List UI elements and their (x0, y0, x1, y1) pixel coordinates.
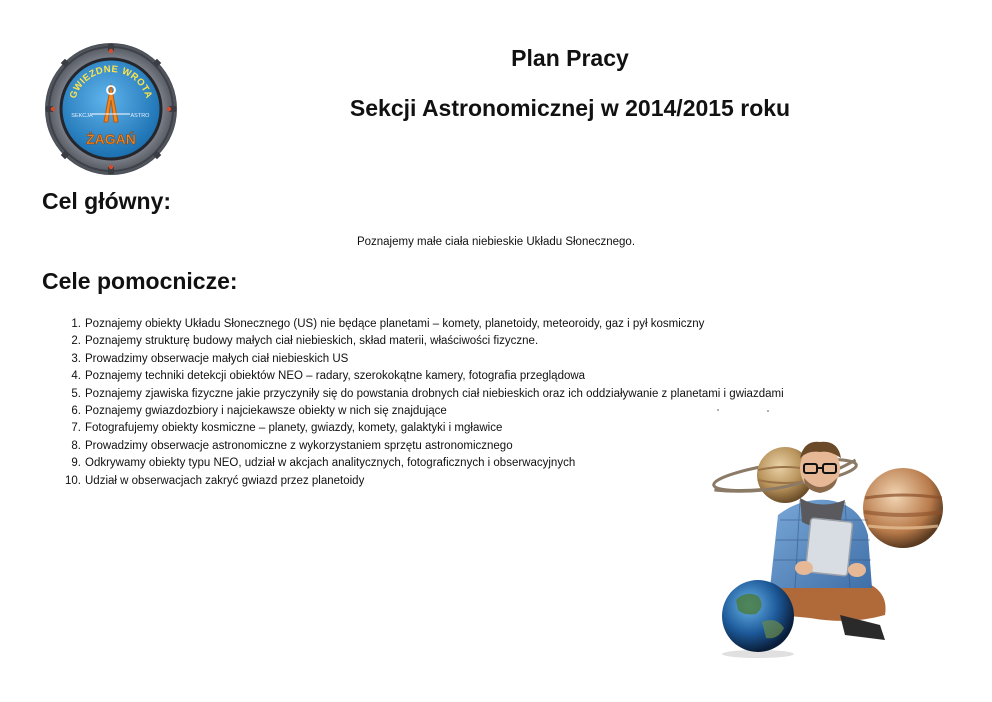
aux-goals-list (60, 316, 784, 490)
list-item-number: 8. (71, 439, 81, 452)
page-subtitle: Sekcji Astronomicznej w 2014/2015 roku (349, 95, 791, 121)
main-goal-heading: Cel główny: (42, 188, 172, 214)
list-item-number: 3. (71, 352, 81, 365)
club-logo (44, 42, 178, 176)
logo-top-text: GWIEZDNE WROTA (67, 63, 155, 101)
list-item-text: Poznajemy zjawiska fizyczne jakie przyczyniły się do powstania drobnych ciał niebieskich oraz ich oddziaływanie z planetami i gwiazdami (85, 387, 784, 400)
list-item (60, 438, 784, 455)
earth-planet (722, 580, 794, 658)
list-item (60, 316, 784, 333)
list-item-text: Poznajemy gwiazdozbiory i najciekawsze obiekty w nich się znajdujące (85, 405, 447, 418)
logo-right-text: ASTRO (130, 113, 150, 119)
list-item-text: Fotografujemy obiekty kosmiczne – planety, gwiazdy, komety, galaktyki i mgławice (85, 422, 503, 435)
list-item-number: 1. (71, 318, 81, 330)
list-item (60, 386, 784, 403)
list-item-text: Poznajemy obiekty Układu Słonecznego (US) nie będące planetami – komety, planetoidy, meteoroidy, gaz i pył kosmiczny (85, 318, 705, 330)
list-item (60, 368, 784, 385)
list-item-text: Poznajemy techniki detekcji obiektów NEO – radary, szerokokątne kamery, fotografia przeglądowa (85, 370, 586, 383)
list-item-number: 6. (71, 405, 81, 418)
jupiter-planet (863, 468, 943, 548)
list-item-text: Poznajemy strukturę budowy małych ciał niebieskich, skład materii, właściwości fizyczne. (85, 335, 539, 348)
list-item (60, 333, 784, 350)
list-item-text: Prowadzimy obserwacje astronomiczne z wykorzystaniem sprzętu astronomicznego (85, 439, 513, 452)
list-item-number: 5. (71, 387, 81, 400)
list-item-number: 4. (71, 370, 81, 383)
aux-goals-heading: Cele pomocnicze: (42, 268, 238, 294)
page-title: Plan Pracy (511, 45, 629, 71)
list-item (60, 420, 784, 437)
list-item (60, 473, 784, 490)
list-item-text: Prowadzimy obserwacje małych ciał niebieskich US (85, 352, 349, 365)
main-goal-text: Poznajemy małe ciała niebieskie Układu Słonecznego. (356, 236, 636, 248)
list-item-text: Odkrywamy obiekty typu NEO, udział w akcjach analitycznych, fotograficznych i obserwacyjnych (85, 457, 576, 470)
astronomy-illustration (700, 400, 960, 670)
list-item-number: 7. (71, 422, 81, 435)
list-item (60, 403, 784, 420)
list-item (60, 455, 784, 472)
list-item-number: 2. (71, 335, 81, 348)
list-item (60, 351, 784, 368)
logo-left-text: SEKCJA (71, 113, 93, 119)
list-item-number: 10. (65, 474, 81, 487)
logo-bottom-text: ŻAGAŃ (86, 131, 136, 147)
list-item-text: Udział w obserwacjach zakryć gwiazd przez planetoidy (85, 474, 365, 487)
list-item-number: 9. (71, 457, 81, 470)
